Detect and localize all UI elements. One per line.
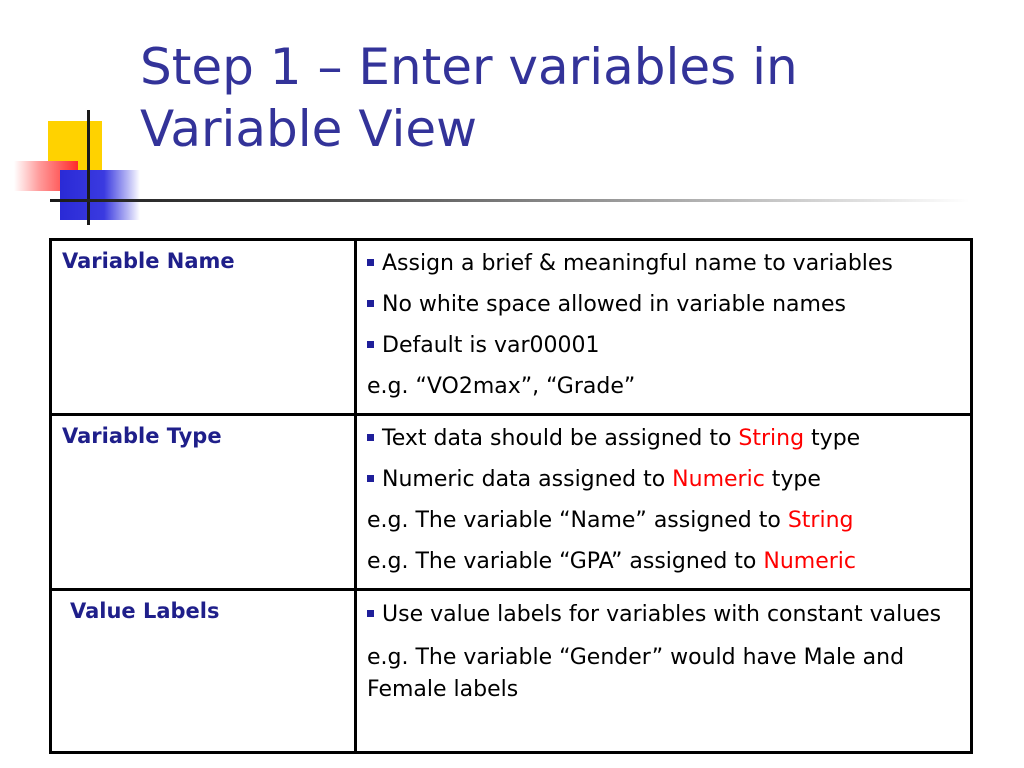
line-text: e.g. “VO2max”, “Grade” xyxy=(367,374,636,399)
example-line xyxy=(367,372,962,402)
line-text-after: type xyxy=(804,426,861,451)
highlight-text: Numeric xyxy=(763,549,857,574)
bullet-line xyxy=(367,599,962,631)
title-underline xyxy=(50,199,970,202)
line-text: Default is var00001 xyxy=(382,333,600,358)
bullet-line xyxy=(367,424,962,454)
slide-title-line-2: Variable View xyxy=(140,100,477,158)
example-line xyxy=(367,642,962,706)
variables-table xyxy=(49,238,973,754)
example-line xyxy=(367,547,962,577)
table-row xyxy=(51,590,972,753)
row-label: Value Labels xyxy=(70,599,220,623)
bullet-line xyxy=(367,290,962,320)
line-text-after: type xyxy=(764,467,821,492)
line-text: Assign a brief & meaningful name to variables xyxy=(382,251,893,276)
row-label-cell xyxy=(51,590,356,753)
line-text: Numeric data assigned to xyxy=(382,467,673,492)
blue-square-decoration xyxy=(60,170,140,220)
square-bullet-icon xyxy=(367,300,374,307)
line-text: Text data should be assigned to xyxy=(382,426,739,451)
highlight-text: String xyxy=(787,508,854,533)
vertical-rule-decoration xyxy=(87,110,90,225)
square-bullet-icon xyxy=(367,434,374,441)
row-description-cell xyxy=(356,240,972,415)
square-bullet-icon xyxy=(367,610,374,617)
bullet-line xyxy=(367,331,962,361)
slide-title-line-1: Step 1 – Enter variables in xyxy=(140,38,798,96)
square-bullet-icon xyxy=(367,341,374,348)
row-label-cell xyxy=(51,415,356,590)
row-label-cell xyxy=(51,240,356,415)
row-description-cell xyxy=(356,590,972,753)
bullet-line xyxy=(367,249,962,279)
highlight-text: String xyxy=(738,426,805,451)
square-bullet-icon xyxy=(367,259,374,266)
table-row xyxy=(51,415,972,590)
row-description-cell xyxy=(356,415,972,590)
line-text: e.g. The variable “Gender” would have Male and Female labels xyxy=(367,645,905,702)
example-line xyxy=(367,506,962,536)
row-label: Variable Type xyxy=(62,424,222,448)
highlight-text: Numeric xyxy=(672,467,765,492)
line-text: Use value labels for variables with constant values xyxy=(382,602,942,627)
line-text: e.g. The variable “GPA” assigned to xyxy=(367,549,764,574)
table-row xyxy=(51,240,972,415)
bullet-line xyxy=(367,465,962,495)
line-text: e.g. The variable “Name” assigned to xyxy=(367,508,788,533)
row-label: Variable Name xyxy=(62,249,235,273)
line-text: No white space allowed in variable names xyxy=(382,292,846,317)
square-bullet-icon xyxy=(367,475,374,482)
slide-title xyxy=(140,36,1000,160)
